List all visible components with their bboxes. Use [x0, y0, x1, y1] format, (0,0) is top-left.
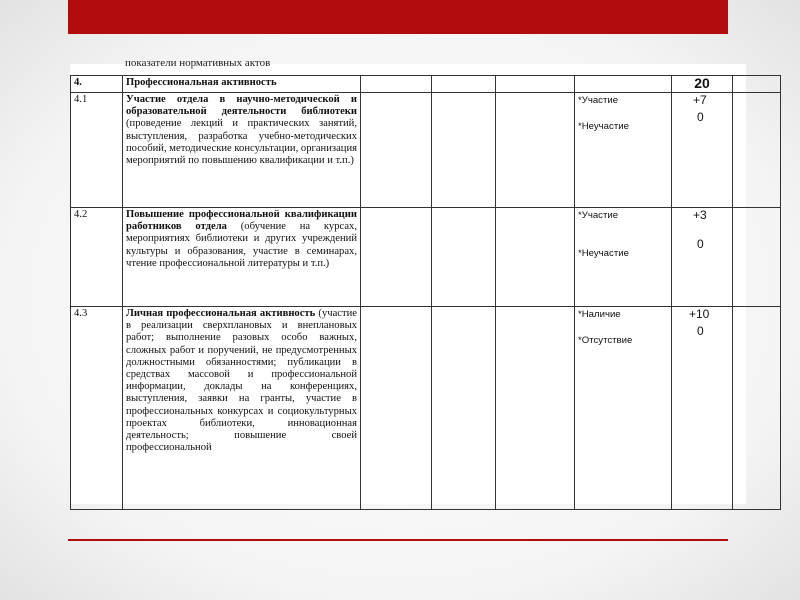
criterion-positive: *Участие	[578, 210, 619, 221]
section-header-row	[71, 76, 781, 93]
criterion-negative: *Отсутствие	[578, 335, 633, 347]
row-title: Повышение профессиональной квалификации работников отдела	[126, 209, 357, 233]
row-detail: (участие в реализации сверхплановых и внеплановых работ; выполнение разовых особо важных, сложных работ и поручений, не предусмотренных должностными обязанностями; публикации в средствах массовой и профессиональной информации, доклады на конференциях, выступления, заявки на гранты, участие в профессиональных конкурсах и социокультурных проектах библиотеки, инновационная деятельность; повышение своей профессиональной	[126, 308, 357, 454]
score-negative: 0	[697, 324, 704, 339]
table-row	[71, 93, 781, 208]
empty-cell	[432, 307, 496, 510]
empty-cell	[361, 76, 432, 93]
criterion-negative: *Неучастие	[578, 121, 629, 133]
table-row	[71, 307, 781, 510]
row-scores	[672, 307, 733, 510]
row-number: 4.3	[71, 307, 123, 510]
criterion-negative: *Неучастие	[578, 248, 629, 260]
section-total: 20	[672, 76, 733, 93]
score-positive: +3	[693, 208, 707, 222]
row-criteria	[575, 208, 672, 307]
empty-cell	[496, 93, 575, 208]
empty-cell	[361, 208, 432, 307]
empty-cell	[496, 307, 575, 510]
top-accent-bar	[68, 0, 728, 34]
empty-cell	[361, 93, 432, 208]
score-positive: +10	[689, 307, 710, 321]
criterion-positive: *Наличие	[578, 309, 621, 320]
row-criteria	[575, 93, 672, 208]
empty-cell	[496, 208, 575, 307]
empty-cell	[432, 93, 496, 208]
empty-cell	[361, 307, 432, 510]
row-detail: (проведение лекций и практических занятий, выступления, разработка учебно-методических пособий, методические консультации, организация мероприятий по повышению квалификации и т.п.)	[126, 118, 357, 167]
row-title: Личная профессиональная активность	[126, 308, 316, 319]
row-detail: (обучение на курсах, мероприятиях библиотеки и других учреждений культуры и образования, участие в семинарах, чтение профессиональной литературы и т.п.)	[126, 221, 357, 269]
row-scores	[672, 93, 733, 208]
criterion-positive: *Участие	[578, 95, 619, 106]
empty-cell	[733, 76, 781, 93]
empty-cell	[575, 76, 672, 93]
score-positive: +7	[693, 93, 707, 107]
document-scan	[70, 57, 746, 504]
empty-cell	[733, 307, 781, 510]
cut-header-row	[70, 57, 746, 75]
row-description	[123, 307, 361, 510]
empty-cell	[432, 76, 496, 93]
row-scores	[672, 208, 733, 307]
row-description	[123, 208, 361, 307]
cut-header-text: показатели нормативных актов	[125, 57, 271, 69]
score-negative: 0	[697, 237, 704, 252]
row-description	[123, 93, 361, 208]
table-row	[71, 208, 781, 307]
empty-cell	[733, 208, 781, 307]
row-number: 4.1	[71, 93, 123, 208]
row-number: 4.2	[71, 208, 123, 307]
row-criteria	[575, 307, 672, 510]
row-title: Участие отдела в научно-методической и образовательной деятельности библиотеки	[126, 94, 357, 118]
section-number: 4.	[71, 76, 123, 93]
bottom-accent-line	[68, 539, 728, 541]
section-title: Профессиональная активность	[123, 76, 361, 93]
empty-cell	[733, 93, 781, 208]
score-negative: 0	[697, 110, 704, 125]
empty-cell	[432, 208, 496, 307]
evaluation-table	[70, 75, 781, 510]
empty-cell	[496, 76, 575, 93]
